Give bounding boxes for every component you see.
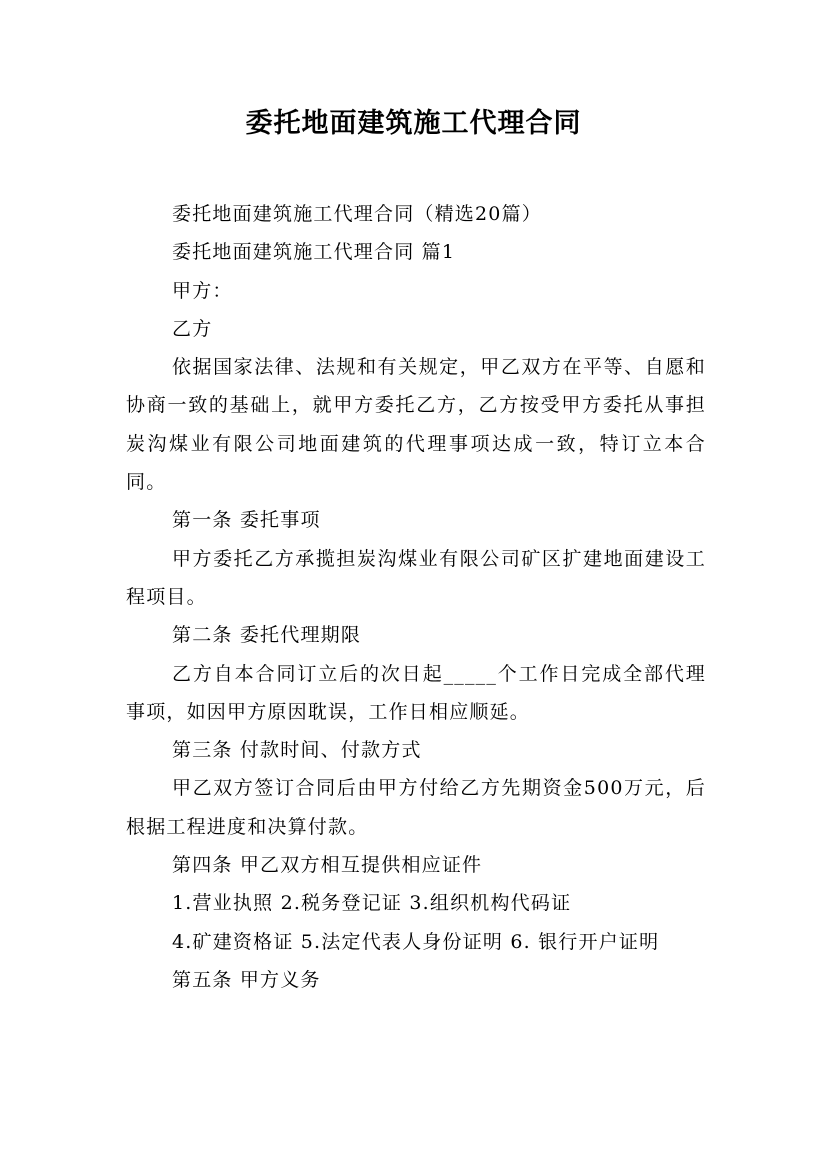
paragraph-party-b: 乙方: [172, 317, 213, 340]
article-1-body: 甲方委托乙方承揽担炭沟煤业有限公司矿区扩建地面建设工程项目。: [126, 547, 706, 608]
article-2-heading: 第二条 委托代理期限: [172, 624, 362, 647]
paragraph-subtitle: 委托地面建筑施工代理合同（精选20篇）: [172, 203, 542, 225]
article-2-body: 乙方自本合同订立后的次日起_____个工作日完成全部代理事项，如因甲方原因耽误，工作日相应顺延。: [126, 662, 706, 723]
document-title: 委托地面建筑施工代理合同: [245, 108, 582, 139]
paragraph-section-heading: 委托地面建筑施工代理合同 篇1: [172, 241, 456, 264]
article-3-body: 甲乙双方签订合同后由甲方付给乙方先期资金500万元，后根据工程进度和决算付款。: [126, 777, 706, 838]
article-1-heading: 第一条 委托事项: [172, 509, 321, 532]
document-body: [126, 195, 706, 999]
article-4-list-line-1: 1.营业执照 2.税务登记证 3.组织机构代码证: [172, 892, 572, 915]
article-5-heading: 第五条 甲方义务: [172, 968, 321, 991]
article-4-heading: 第四条 甲乙双方相互提供相应证件: [172, 854, 483, 877]
paragraph-preamble: 依据国家法律、法规和有关规定，甲乙双方在平等、自愿和协商一致的基础上，就甲方委托乙方，乙方按受甲方委托从事担炭沟煤业有限公司地面建筑的代理事项达成一致，特订立本合同。: [126, 356, 706, 494]
article-3-heading: 第三条 付款时间、付款方式: [172, 739, 422, 762]
paragraph-party-a: 甲方：: [172, 279, 233, 302]
article-4-list-line-2: 4.矿建资格证 5.法定代表人身份证明 6. 银行开户证明: [172, 930, 660, 953]
